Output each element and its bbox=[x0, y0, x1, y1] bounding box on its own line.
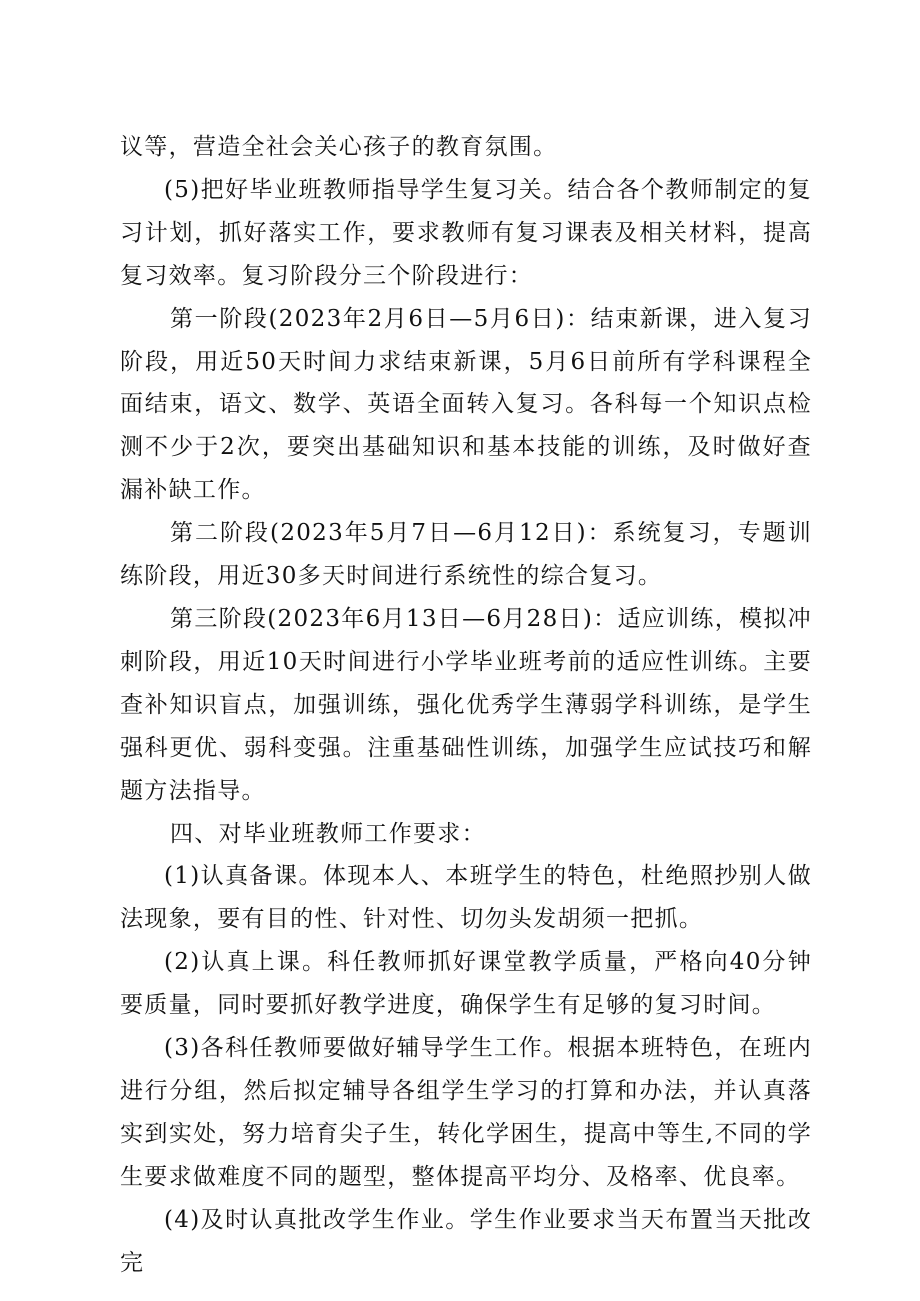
paragraph-item-2: (2)认真上课。科任教师抓好课堂教学质量，严格向40分钟要质量，同时要抓好教学进度，确保学生有足够的复习时间。 bbox=[120, 949, 812, 1019]
paragraph-stage-three: 第三阶段(2023年6月13日—6月28日)：适应训练，模拟冲刺阶段，用近10天时间进行小学毕业班考前的适应性训练。主要查补知识盲点，加强训练，强化优秀学生薄弱学科训练，是学生强科更优、弱科变强。注重基础性训练，加强学生应试技巧和解题方法指导。 bbox=[120, 605, 812, 804]
paragraph-item-4: (4)及时认真批改学生作业。学生作业要求当天布置当天批改完 bbox=[120, 1206, 812, 1276]
paragraph-continuation: 议等，营造全社会关心孩子的教育氛围。 bbox=[120, 134, 558, 160]
paragraph-stage-one: 第一阶段(2023年2月6日—5月6日)：结束新课，进入复习阶段，用近50天时间力求结束新课，5月6日前所有学科课程全面结束，语文、数学、英语全面转入复习。各科每一个知识点检测不少于2次，要突出基础知识和基本技能的训练，及时做好查漏补缺工作。 bbox=[120, 305, 812, 504]
paragraph-item-1: (1)认真备课。体现本人、本班学生的特色，杜绝照抄别人做法现象，要有目的性、针对性、切勿头发胡须一把抓。 bbox=[120, 863, 812, 933]
paragraph-item-5: (5)把好毕业班教师指导学生复习关。结合各个教师制定的复习计划，抓好落实工作，要求教师有复习课表及相关材料，提高复习效率。复习阶段分三个阶段进行： bbox=[120, 176, 812, 289]
document-body bbox=[120, 126, 812, 1284]
paragraph-stage-two: 第二阶段(2023年5月7日—6月12日)：系统复习，专题训练阶段，用近30多天时间进行系统性的综合复习。 bbox=[120, 520, 812, 590]
paragraph-item-3: (3)各科任教师要做好辅导学生工作。根据本班特色，在班内进行分组，然后拟定辅导各组学生学习的打算和办法，并认真落实到实处，努力培育尖子生，转化学困生，提高中等生,不同的学生要求做难度不同的题型，整体提高平均分、及格率、优良率。 bbox=[120, 1035, 812, 1190]
section-heading-four: 四、对毕业班教师工作要求： bbox=[170, 820, 486, 847]
